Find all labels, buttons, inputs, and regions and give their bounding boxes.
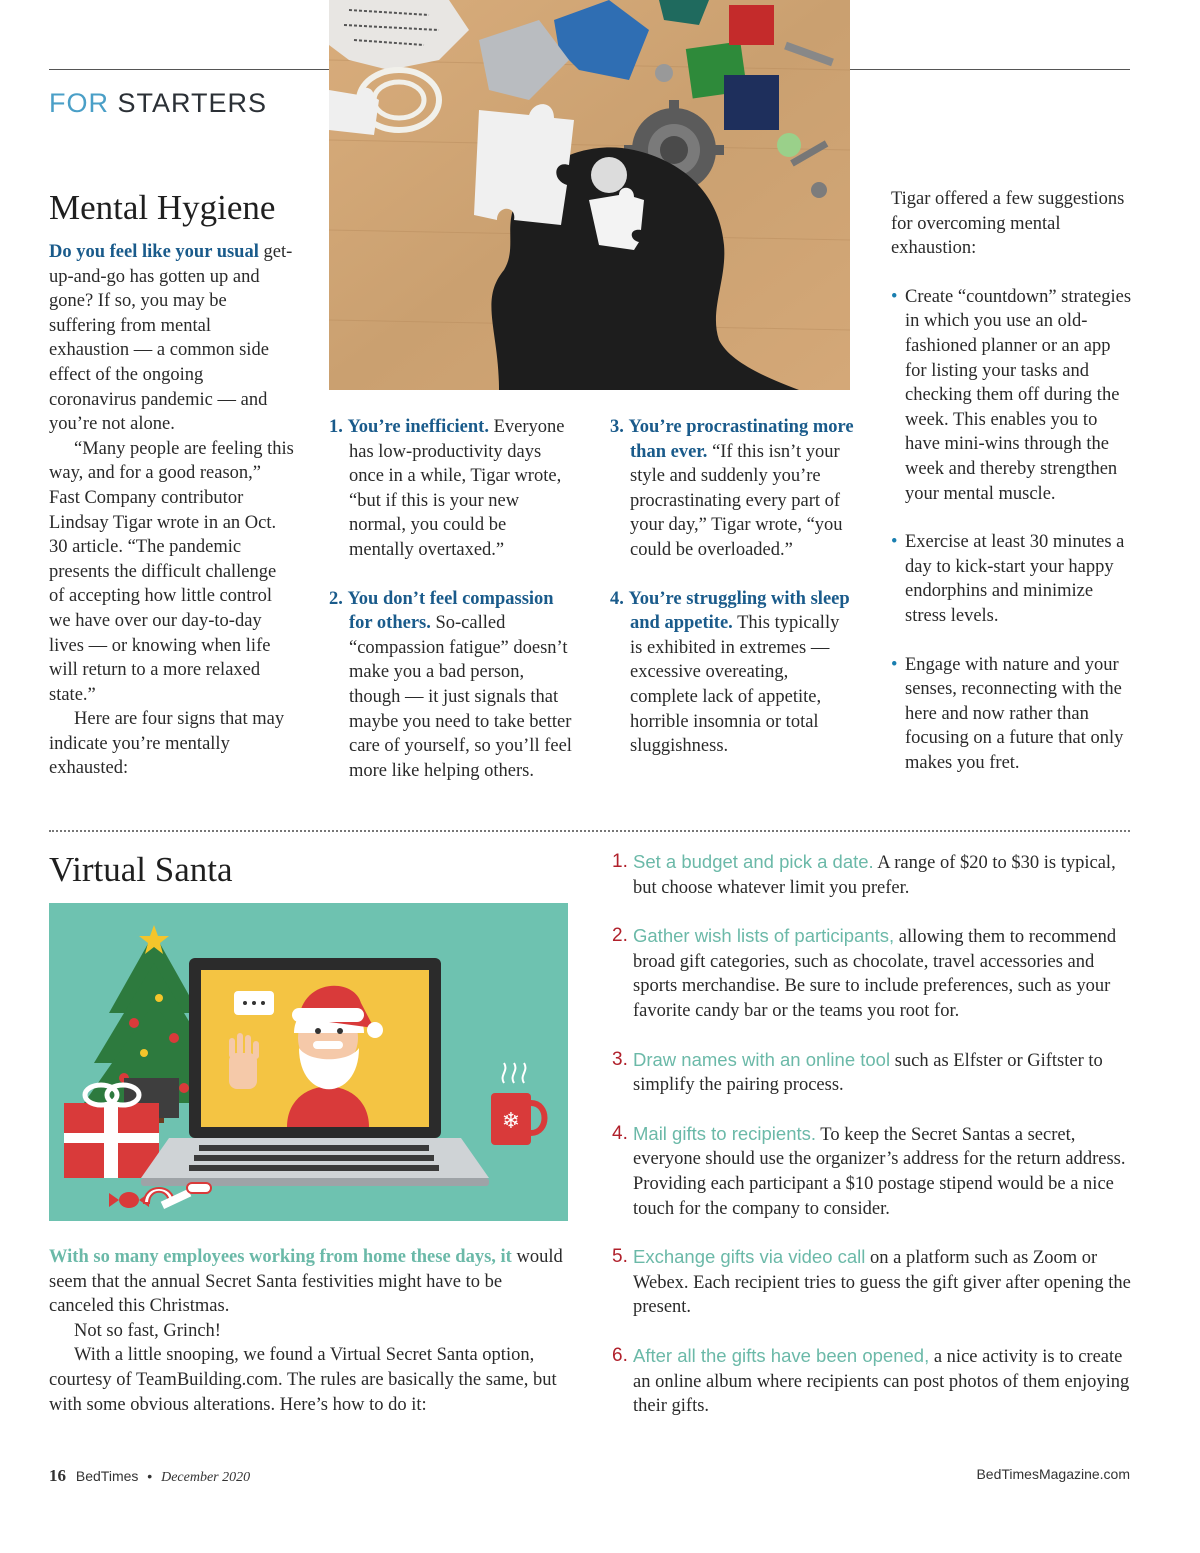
section-label: FOR STARTERS <box>49 88 268 118</box>
svg-text:❄: ❄ <box>501 1109 521 1134</box>
top-rule-right <box>850 69 1130 70</box>
suggestion-bullet-2: • Exercise at least 30 minutes a day to kick-start your happy endorphins and minimize stress levels. <box>891 532 1125 626</box>
suggestions-intro: Tigar offered a few suggestions for overcoming mental exhaustion: <box>891 189 1125 259</box>
mental-intro-paragraph: Do you feel like your usual get-up-and-go has gotten up and gone? If so, you may be suffering from mental exhaustion — a common side effect of the ongoing coronavirus pandemic — and you’re not alone. <box>49 242 293 435</box>
santa-step-2: 2. Gather wish lists of participants, allowing them to recommend broad gift categories, such as chocolate, travel accessories and sports merchandise. Be sure to include preferences, such as your favorite candy bar or the teams you root for. <box>612 925 1117 1021</box>
santa-intro-column <box>49 1245 569 1417</box>
bullet-dot-icon: • <box>891 286 898 307</box>
santa-video-call-illustration <box>49 903 568 1221</box>
footer-site: BedTimesMagazine.com <box>976 1466 1130 1482</box>
santa-step-4: 4. Mail gifts to recipients. To keep the Secret Santas a secret, everyone should use the organizer’s address for the return address. Providing each participant a $10 postage stipend would be a nice touch for the company to consider. <box>612 1122 1126 1219</box>
suggestion-bullet-3: • Engage with nature and your senses, reconnecting with the here and now rather than focusing on a future that only makes you fret. <box>891 654 1124 773</box>
sign-4: 4. You’re struggling with sleep and appetite. This typically is exhibited in extremes — excessive overeating, complete lack of appetite, horrible insomnia or total sluggishness. <box>610 588 850 757</box>
santa-step-5: 5. Exchange gifts via video call on a platform such as Zoom or Webex. Each recipient tries to guess the gift giver after opening the present. <box>612 1246 1131 1318</box>
footer-left <box>49 1466 250 1486</box>
issue-date: December 2020 <box>161 1470 251 1485</box>
santa-steps <box>612 850 1132 1419</box>
footer-separator: • <box>147 1468 153 1484</box>
bullet-dot-icon: • <box>891 532 898 553</box>
santa-intro-paragraph: With so many employees working from home these days, it would seem that the annual Secret Santa festivities might have to be canceled this Christmas. <box>49 1247 563 1317</box>
mental-intro-column <box>49 240 294 781</box>
mental-quote-paragraph: “Many people are feeling this way, and for a good reason,” Fast Company contributor Lindsay Tigar wrote in an Oct. 30 article. “The pandemic presents the difficult challenge of accepting how little control we have over our day-to-day lives — or knowing when life will return to a more relaxed state.” <box>49 438 294 705</box>
suggestion-bullet-1: • Create “countdown” strategies in which you use an old-fashioned planner or an app for listing your tasks and checking them off during the week. This enables you to have mini-wins through the week and thereby strengthen your mental muscle. <box>891 286 1132 504</box>
hero-image-mental <box>329 0 850 390</box>
magazine-name: BedTimes <box>75 1468 139 1484</box>
santa-howto-paragraph: With a little snooping, we found a Virtual Secret Santa option, courtesy of TeamBuilding.com. The rules are basically the same, but with some obvious alterations. Here’s how to do it: <box>49 1345 557 1415</box>
page-number: 16 <box>49 1466 66 1485</box>
santa-laptop-illustration <box>49 903 568 1221</box>
signs-column-left <box>329 415 574 783</box>
santa-step-1: 1. Set a budget and pick a date. A range of $20 to $30 is typical, but choose whatever limit you prefer. <box>612 851 1116 898</box>
suggestions-column <box>891 187 1136 775</box>
top-rule-left <box>49 69 329 70</box>
signs-column-right <box>610 415 855 759</box>
virtual-santa-title: Virtual Santa <box>49 850 233 889</box>
santa-grinch-line: Not so fast, Grinch! <box>74 1320 221 1341</box>
sign-3: 3. You’re procrastinating more than ever. “If this isn’t your style and suddenly you’re procrastinating every part of your day,” Tigar wrote, “you could be overloaded.” <box>610 417 854 560</box>
mental-hygiene-title: Mental Hygiene <box>49 188 276 227</box>
sign-1: 1. You’re inefficient. Everyone has low-productivity days once in a while, Tigar wrote, “but if this is your new normal, you could be mentally overtaxed.” <box>329 417 565 560</box>
head-puzzle-illustration <box>329 0 850 390</box>
mental-signs-intro: Here are four signs that may indicate you’re mentally exhausted: <box>49 709 285 779</box>
sign-2: 2. You don’t feel compassion for others. So-called “compassion fatigue” doesn’t make you a bad person, though — it just signals that maybe you need to take better care of yourself, so you’ll feel more like helping others. <box>329 588 572 781</box>
section-divider <box>49 830 1130 832</box>
bullet-dot-icon: • <box>891 654 898 675</box>
santa-step-6: 6. After all the gifts have been opened, a nice activity is to create an online album where recipients can post photos of them enjoying their gifts. <box>612 1344 1130 1417</box>
santa-step-3: 3. Draw names with an online tool such as Elfster or Giftster to simplify the pairing process. <box>612 1048 1103 1096</box>
